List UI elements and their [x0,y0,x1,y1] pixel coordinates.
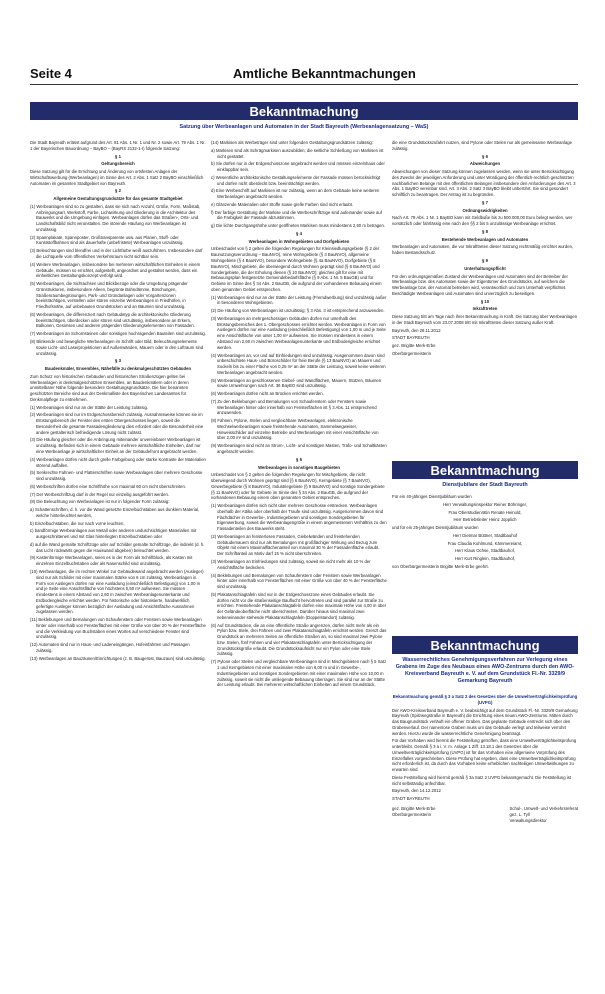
paragraph: b) Sie dürfen nur in der Erdgeschosszone angebracht werden und müssen einzelnhaus oder einklappbar sein. [211,161,385,173]
paragraph: (6) Werbeanlagen dürfen nicht an Brücken errichtet werden. [211,391,324,397]
paragraph: Herr Verwaltungsinspektor Reiner Böhringer, [442,501,528,507]
paragraph: Für ein 40-jähriges Dienstjubiläum wurden [392,494,472,499]
paragraph: (2) Die Häufung von Werbeanlagen ist unzulässig; § 3 Abs. 3 ist entsprechend anzuwenden. [211,308,385,314]
paragraph: d) Eine Werbeschrift auf Markisen ist nur zulässig, wenn an dem Gebäude keine weiteren Werbeanlagen angebracht werden. [211,188,380,200]
paragraph: Frau Claudia Kuhlmund, Kämmereiamt, [447,540,523,546]
paragraph: (5) Werbeanlagen an geschlossenen Giebel- und Wandflächen, Mauern, Stützen, Bäumen sowie Umwehrungen nach Art. 36 BayBO sind unzulässig. [211,377,382,389]
header-rule [30,84,578,85]
paragraph-heading: § 10 [480,298,490,304]
paragraph: (1) Werbeanlagen sind so zu gestalten, dass sie sich nach Anzahl, Größe, Form, Maßstab, Anbringungsart, Werkstoff, Farbe, Lichtwirkung und Gliederung in die Architektur des Bauwerks und die Umgebung einfügen. Werbeanlagen dürfen das Straßen-, Orts- und Landschaftsbild nicht verunstalten. Die störende Häufung von Werbeanlagen ist unzulässig. [30,203,201,232]
signature-left-role: Oberbürgermeisterin [392,811,431,817]
signature-left-name: gez. Brigitte Merk-Erbe [392,806,436,812]
paragraph: (14) Markisen als Werbeträger sind unter folgenden Gestaltungsgrundsätzen zulässig: [211,140,373,145]
paragraph-heading: § 4 [296,230,302,236]
paragraph: STADT BAYREUTH [392,335,430,341]
paragraph: Der AWO-Kreisverband Bayreuth e. V. beabsichtigt auf dem Grundstück Fl.-Nr. 3329/9 Gemarkung Bayreuth (Spitzwegstraße in Bayreuth) die Errichtung eines neuen AWO-Zentrums. Mitten durch das Baugrundstück verläuft ein offener Graben. Das geplante Gebäude erstreckt sich über den Grabenverlauf. Der namenlose Graben muss um das Gebäude verlegt und teilweise verrohrt werden. Hierzu wurde die wasserrechtliche Genehmigung beantragt. [392,707,578,736]
paragraph: (5) Senkrechte Fahnen- und Flatterschriften sowie Werbeanlagen über mehrere Geschosse sind unzulässig. [30,470,203,482]
paragraph-heading: Inkrafttreten [472,306,498,312]
paragraph: (9) Kastenförmige Werbeanlagen, seien es in der Form als Schriftblock, als Kasten mit einzelnen Einzelbuchstaben oder als Nasenschild sind unzulässig. [30,555,193,567]
paragraph: Für das Vorhaben wird hiermit die Feststellung getroffen, dass eine Umweltverträglichkeitsprüfung unterbleibt. Gemäß § 3 a i. V. m. Anlage 1 Ziff. 13.18.1 des Gesetzes über die Umweltverträglichkeitsprüfung (UVPG) ist für das Vorhaben eine allgemeine Vorprüfung des Einzelfalles vorgeschrieben. Diese Prüfung hat ergeben, dass eine Umweltverträglichkeitsprüfung nicht erforderlich ist, da durch das Vorhaben keine erheblichen nachteiligen Umweltwirkungen zu erwarten sind. [392,738,577,773]
paragraph: (6) Auf Grundstücken, die an eine öffentliche Straße angrenzen, dürfen nicht mehr als ein Pylon bzw. Stele, drei Fahnen und zwei Plakatanschlagtafeln errichtet werden. Grenzt das Grundstück an mehreren Seiten an öffentliche Straßen an, so sind maximal zwei Pylone bzw. Stelen, fünf Fahnen und vier Plakatanschlagtafeln unter Berücksichtigung der Grundstücksgröße erlaubt. Die Grundstücksaufsicht nur ein Pylon oder eine Stele zulässig. [211,622,387,657]
paragraph: Werbeanlagen und Automaten, die vor Inkrafttreten dieser Satzung rechtmäßig errichtet wurden, haben Bestandsschutz. [392,244,574,256]
paragraph-heading: Abweichungen [469,161,501,167]
signature-right-dept: Schul-, Umwelt- und Verkehrsreferat [509,806,578,812]
signature-right-role: Verwaltungsdirektor [509,817,547,823]
notice-title-werbeanlagen: Satzung über Werbeanlagen und Automaten in der Stadt Bayreuth (Werbeanlagensatzung – WaS) [179,124,429,130]
paragraph: (4) Beklebungen und Bemalungen von Schaufenstern oder Fenstern sowie Werbeanlagen hinter oder innerhalb von Fensterflächen mit einer Größe von über 40 % der Fensterfläche sind unzulässig. [211,572,387,590]
notice-title-wasserrecht: Wasserrechtliches Genehmigungsverfahren zur Verlegung eines Grabens im Zuge des Neubaus eines AWO-Zentrums durch den AWO-Kreisverband Bayreuth e. V. auf dem Grundstück Fl.-Nr. 3329/9 Gemarkung Bayreuth [395,657,575,684]
paragraph-heading: § 8 [482,228,488,234]
paragraph: Bayreuth, den 28.11.2012 [392,327,441,333]
paragraph: (9) Werbeanlagen sind nicht an Strom-, Licht- und sonstigen Masten, Trafo- und Schaltkästen angebracht werden. [211,443,387,454]
paragraph-heading: Werbeanlagen in Wohngebieten und Dorfgebieten [248,238,350,244]
paragraph: (6) Werbeanlagen, die differenziert nach Gebäudetyp die architektonische Gliederung beeinträchtigen, überdecken oder stören sind unzulässig, insbesondere an Erkern, Balkonen, Gesimsen und anderen prägenden Gliederungselementen von Fassaden. [30,311,195,329]
paragraph-heading: § 6 [482,153,488,159]
paragraph: e) Glänzende Materialien oder Stoffe sowie grelle Farben sind nicht erlaubt. [211,201,354,207]
signature-left [392,806,435,823]
wasserrecht-body [392,708,578,802]
paragraph: (8) Fahnen, Pylone, Stelen und vergleichbare Werbeanlagen, elektronische Wechselwerbeanlagen sowie freistehende Automaten, Sammelwegweiser, Hinweisschilder auf einzelne Betriebe und Werbeanlagen mit einer Ansichtsfläche von über 2,00 m² sind unzulässig. [211,418,379,441]
paragraph: (2) Werbeanlagen an fensterlosen Fassaden, Giebelwänden und freistehenden Gebäudemauern sind nur als Bemalungen mit großflächiger Wirkung und Bezug zum Objekt mit einem Maximalflächenanteil von maximal 30 % der Fassadenfläche erlaubt. Der Schriftanteil an Motiv darf 15 % nicht überschreiten. [211,533,380,557]
paragraph-heading: Werbeanlagen in sonstigen Baugebieten [258,464,340,470]
paragraph: (3) Die Häufung gleicher oder die Anbringung miteinander unvereinbarer Werbeanlagen ist unzulässig. Befinden sich in einem Gebäude mehrere wirtschaftliche Einheiten, darf nur eine Werbeanlage je wirtschaftlicher Einheit an der Gebäudefront angebracht werden. [30,437,201,454]
paragraph: Unbeschadet von § 2 gelten die folgenden Regelungen für Mischgebiete, die nicht überwiegend durch Wohnen geprägt sind (§ 6 BauNVO), Kerngebiete (§ 7 BauNVO), Gewerbegebiete (§ 8 BauNVO), Industriegebiete (§ 9 BauNVO) und sonstige Sondergebiete (§ 11 BauNVO) oder für Gebiete im Sinne des § 34 Abs. 2 BauGB, die aufgrund der vorhandenen Bebauung einem oben genannten Gebiet entsprechen. [211,472,385,501]
paragraph: (12) Automaten sind nur in Haus- und Ladeneingängen, Hofeinfahrten und Passagen zulässig. [30,642,190,653]
paragraph: Frau Oberstudienrätin Renate Heinold, [448,509,522,515]
paragraph-heading: § 3 [115,358,121,364]
paragraph: c) bandförmige Werbeanlagen aus Metall oder anderen undurchsichtigen Materialien mit ausgeschnittenen und mit Glas hinterlegten Einzelbuchstaben oder [30,528,197,540]
paragraph: (8) Blinkende und bewegliche Werbeanlagen im Schrift oder Bild, Beleuchtungselemente sowie Licht- und Laserprojektionen auf Außenwänden, Mauern oder in den Luftraum sind unzulässig. [30,338,204,356]
paragraph: Oberbürgermeisterin [392,350,431,356]
paragraph-heading: Unterhaltungspflicht [464,265,506,271]
paragraph: (4) Weitere Werbeanlagen, insbesondere bei mehreren wirtschaftlichen Einheiten in einem Gebäude, müssen so errichtet, aufgestellt, angeordnet und gestaltet werden, dass ein einheitliches Gestaltungskonzept verfolgt wird. [30,261,201,279]
paragraph: Herr Dietmar Büttner, Stadtbauhof [452,532,518,538]
section-title: Amtliche Bekanntmachungen [233,66,416,81]
paragraph-heading: Ordnungswidrigkeiten [462,207,508,213]
paragraph: Diese Feststellung wird hiermit gemäß § 3a Satz 2 UVPG bekanntgemacht. Die Feststellung ist nicht selbständig anfechtbar. [392,774,572,786]
paragraph: Herr Kurt Ringlein, Stadtbauhof, [454,556,516,562]
paragraph: (3) Werbeanlagen an Einfriedungen sind zulässig, soweit sie nicht mehr als 10 % der Ansichtsfläche bedecken. [211,559,371,570]
paragraph: a) Schattenschriften, d. h. vor die Wand gesetzte Einzelbuchstaben aus dunklem Material, welche hinterleuchtet werden, [30,507,200,518]
paragraph: STADT BAYREUTH [392,796,430,802]
wasserrecht-text [392,694,578,924]
paragraph-heading: Allgemeine Gestaltungsgrundsätze für das gesamte Stadtgebiet [53,196,183,202]
notice-banner-werbeanlagen: Bekanntmachung [30,102,578,120]
paragraph: (5) Werbeanlagen, die Sichtachsen und Blickbezüge oder die Umgebung prägender Grünstrukturen, insbesondere Alleen, begrünte Bahndämme, Böschungen, Straßenraumbegrünungen, Park- und Gründanlagen oder Vorgartenzonen beeinträchtigen, verstellen oder stören einzelne Werbeanlagen in Friedhöfen, in Friedhofsnähe, auf unbebauten Grundstücken und an Bäumen sind unzulässig. [30,281,188,310]
paragraph: (7) Der Werbeschriftzug darf in der Regel nur einzeilig ausgeführt werden. [30,491,170,497]
paragraph: und für ein 25-jähriges Dienstjubiläum wurden [392,525,479,531]
paragraph: (1) Werbeanlagen dürfen sich nicht über mehrere Geschosse erstrecken. Werbeanlagen oberhalb der Attika oder oberhalb der Traufe sind unzulässig. Ausgenommen davon sind Flachdächer in Gewerbe-, Industriegebieten und sonstigen Sondergebieten für Eigenwerbung, soweit die Werbeanlagengröße in einem angemessenen Verhältnis zu den Fassadenteilen des Bauwerks steht. [211,503,387,532]
paragraph: von Oberbürgermeisterin Brigitte Merk-Erbe geehrt. [392,563,489,569]
paragraph: (13) Werbeanlagen an Bauzäunen/Einrichtungen (z. B. Baugerüst, Bauzaun) sind unzulässig. [30,655,206,661]
signature-right [510,806,579,823]
paragraph: (11) Beklebungen und Bemalungen von Schaufenstern oder Fenstern sowie Werbeanlagen hinter oder innerhalb von Fensterflächen mit einer Größe von über 20 % der Fensterfläche und die Verkleidung von Buchstaben eines Wortes auf verschiedene Fenster sind unzulässig. [30,617,206,640]
paragraph: Herr Klaus Ochse, Stadtbauhof, [454,548,515,554]
paragraph: g) Die lichte Durchgangshöhe unter geöffneten Markisen muss mindestens 2,60 m betragen. [211,223,386,229]
paragraph-heading: § 2 [115,188,121,194]
paragraph: (7) Zu den Beklebungen und Bemalungen von Schaufenstern oder Fenstern sowie Werbeanlagen hinter oder innerhalb von Fensterflächen ist § 3 Abs. 11 entsprechend anzuwenden. [211,398,377,416]
notice-banner-dienstjubilare: Bekanntmachung [392,461,578,479]
paragraph: Diese Satzung gilt für die Errichtung und Änderung von ortsfesten Anlagen der Wirtschaftswerbung (Werbeanlagen) im Sinne des Art. 2 Abs. 1 Satz 2 BayBO einschließlich Automaten im gesamten Stadtgebiet von Bayreuth. [30,169,204,186]
paragraph: (4) Werbeanlagen an, vor und auf Einfriedungen sind unzulässig. Ausgenommen davon sind unbeschichtete Haus- und Büroschilder für freie Berufe (§ 13 BauNVO) an Mauern und Sockeln bis zu einer Fläche von 0,25 m² an der Stätte der Leistung, soweit keine weiteren Werbeanlagen angebracht werden. [211,352,386,375]
paragraph: a) Markisen sind als Schrägmarkisen auszubilden; die seitliche Schließung von Markisen ist nicht gestattet. [211,147,384,159]
paragraph: die eine Grundstückszufahrt nutzen, sind Pylone oder Stelen nur als gemeinsame Werbeanlage zulässig. [392,140,572,151]
paragraph-heading: § 7 [482,199,488,205]
notice-banner-wasserrecht: Bekanntmachung [392,636,578,654]
paragraph: Zum Schutz von historischen Gebäuden und historischen Straßenzügen gelten bei Werbeanlagen in denkmalgeschützten Ensembles, an Baudenkmälern oder in deren unmittelbarer Nähe folgende besondere Gestaltungsgrundsätze. Die hier benannten geschützten Bereiche sind aus der Denkmalliste des Bayerischen Landesamtes für Denkmalpflege zu entnehmen. [30,373,189,402]
paragraph-heading: Bestehende Werbeanlagen und Automaten [441,236,529,242]
paragraph: c) Wesentliche architektonische Gestaltungselemente der Fassade müssen berücksichtigt und dürfen nicht überdeckt bzw. beeinträchtigt werden. [211,174,381,186]
paragraph: Abweichungen von dieser Satzung können zugelassen werden, wenn sie unter Berücksichtigung des Zwecks der jeweiligen Anforderung und unter Würdigung der öffentlich-rechtlich geschützten nachbarlichen Belange mit den öffentlichen Belangen insbesondere den Anforderungen des Art. 3 Abs. 1 BayBO vereinbar sind. Art. 3 Abs. 2 Satz 3 BayBO bleibt unberührt. Sie sind gesondert schriftlich zu beantragen. Der Antrag ist zu begründen. [392,169,576,198]
paragraph: (8) Die Beleuchtung von Werbeanlagen ist nur in folgender Form zulässig: [30,499,170,505]
paragraph: (3) Werbeanlagen an mehrgeschossigen Gebäuden dürfen nur unterhalb des Brüstungsbereiches des 1. Obergeschosses errichtet werden. Werbeanlagen in Form von Auslegern dürfen nur eine Ausladung (einschließlich Befestigung) von 1,00 m und je Seite eine Ansichtsfläche von unter 1,00 m² aufweisen. Sie müssen mindestens in einem Abstand von 2,60 m zwischen Werbeanlagenunterkante und Erdbodengleiche errichtet werden. [211,315,386,350]
paragraph: b) Einzelbuchstaben, die nur nach vorne leuchten, [30,520,125,526]
paragraph: Die Stadt Bayreuth erlässt aufgrund des Art. 81 Abs. 1 Nr. 1 und Nr. 2 sowie Art. 79 Abs. 1 Nr. 1 der Bayerischen Bauordnung – BayBO – (BayRS 2132-1-I) folgende Satzung: [30,140,206,151]
paragraph: Für den ordnungsgemäßen Zustand der Werbeanlagen und Automaten sind der Betreiber der Werbeanlage bzw. des Automaten sowie der Eigentümer des Grundstücks, auf welchem die Werbeanlage bzw. der Automat betrieben wird, verantwortlich und zum Unterhalt verpflichtet. Beschädigte Werbeanlagen und Automaten sind unverzüglich zu beseitigen. [392,273,568,296]
paragraph: Nach Art. 79 Abs. 1 Nr. 1 BayBO kann mit Geldbuße bis zu 500.000,00 Euro belegt werden, wer vorsätzlich oder fahrlässig eine nach den §§ 2 bis 5 unzulässige Werbeanlage errichtet. [392,215,573,227]
paragraph-heading: § 1 [115,153,121,159]
paragraph-heading: § 5 [296,456,302,462]
paragraph: f) Der farbige Gestaltung der Markise und die Werbeschriftzüge sind aufeinander sowie auf die Farbigkeit der Fassade abzustimmen. [211,209,382,221]
paragraph: d) auf die Wand gemalte Schriftzüge oder auf Schilder gemalte Schriftzüge, die indirekt (d. h. das Licht rückwärts gegen die Hauswand abgeben) beleuchtet werden. [30,541,205,553]
paragraph: (2) Spannplakate, Spannposter, Großtransparente usw. aus Planen, Stoff- oder Kunststoffbahnen sind als dauerhafte (unbefristete) Werbeanlagen unzulässig. [30,234,184,246]
page-number: Seite 4 [30,66,72,81]
paragraph: Herr Betriebsleiter Heinz Jopplich [453,517,517,523]
paragraph: gez. Brigitte Merk-Erbe [392,343,436,349]
paragraph: (10) Werbeanlagen, die im rechten Winkel zur Gebäudewand angebracht werden (Ausleger) sind nur als Schilder mit einer maximalen Stärke von 6 cm zulässig. Werbeanlagen in Form von Auslegern dürfen nur eine Ausladung (einschließlich Befestigung) von 1,00 m und je Seite eine Ansichtsfläche von höchstens 0,50 m² aufweisen. Sie müssen mindestens in einem Abstand von 2,60 m zwischen Werbeanlagenunterkante und Erdbodengleiche errichtet werden. Für historische oder historisierte, handwerklich gefertigte Ausleger können bezüglich der Ausladung und Ansichtsfläche Ausnahmen zugelassen werden. [30,569,204,615]
notice-text-column-1 [30,140,206,960]
paragraph: Unbeschadet von § 2 gelten die folgenden Regelungen für Kleinsiedlungsgebiete (§ 2 der Baunutzungsverordnung – BauNVO), reine Wohngebiete (§ 3 BauNVO), allgemeine Wohngebiete (§ 4 BauNVO), besondere Wohngebiete (§ 4a BauNVO), Dorfgebiete (§ 5 BauNVO), Mischgebiete, die überwiegend durch Wohnen geprägt sind (§ 6 BauNVO) und Sondergebiete, die der Erholung dienen (§ 10 BauNVO); gleiches gilt für eine mit Bebauungsplan festgesetzte Gemeindebedarfsfläche (§ 9 Abs. 1 Nr. 5 BauGB) und für Gebiete im Sinne des § 34 Abs. 2 BauGB, die aufgrund der vorhandenen Bebauung einem oben genannten Gebiet entsprechen. [211,246,382,292]
paragraph: Diese Satzung tritt am Tage nach ihrer Bekanntmachung in Kraft. Die Satzung über Werbeanlagen in der Stadt Bayreuth vom 23.07.2008 tritt mit Inkrafttreten dieser Satzung außer Kraft. [392,314,578,325]
paragraph: Bayreuth, den 14.12.2012 [392,788,441,794]
paragraph: (6) Werbeschriften dürfen eine Schrifthöhe von maximal 60 cm nicht überschreiten. [30,483,187,489]
paragraph: (7) Pylone oder Stelen und vergleichbare Werbeanlagen sind in Mischgebieten nach § 5 Satz 1 und Kerngebieten mit einer maximalen Höhe von 6,00 m und in Gewerbe-, Industriegebieten und sonstigen Sondergebieten mit einer maximalen Höhe von 10,00 m zulässig, soweit sie nicht die umliegende Bebauung überragen. Sie sind nur an der Stätte der Leistung erlaubt. Bei mehreren wirtschaftlichen Einheiten auf einem Grundstück, [211,659,387,688]
paragraph: (4) Werbeanlagen dürfen nicht durch grelle Farbgebung oder starke Kontraste der Materialien störend auffallen. [30,456,206,468]
notice-text-column-2 [211,140,387,960]
dienstjubilare-text [392,494,578,634]
wasserrecht-subtitle: Bekanntmachung gemäß § 3 a Satz 2 des Gesetzes über die Umweltverträglichkeitsprüfung (UVPG) [392,694,578,705]
paragraph: (5) Plakatanschlagtafeln sind nur in der Erdgeschosszone eines Gebäudes erlaubt. Sie dürfen nicht vor die straßenseitige Bauflucht hervortreten und sind parallel zur Straße zu errichten. Freistehende Plakatanschlagtafeln dürfen eine maximale Höhe von 4,00 m über der Geländeoberfläche nicht überschreiten. Darüber hinaus sind maximal zwei nebeneinander stehende Plakatanschlagtafeln (Doppelstandort) zulässig. [211,591,387,620]
paragraph: (1) Werbeanlagen sind nur an der Stätte der Leistung zulässig. [30,404,149,410]
signature-right-name: gez. L. Tyll [509,811,530,817]
paragraph-heading: Baudenkmäler, Ensembles, Nähefälle zu denkmalgeschützten Gebäuden [44,366,192,372]
paragraph-heading: Geltungsbereich [101,161,135,167]
paragraph-heading: § 9 [482,258,488,264]
paragraph: (7) Werbeanlagen an Schornsteinen oder sonstigen hochragenden Bauteilen sind unzulässig. [30,331,206,337]
notice-text-column-3 [392,140,578,458]
paragraph: (2) Werbeanlagen sind nur im Erdgeschossbereich zulässig. Ausnahmsweise können sie im Brüstungsbereich der Fenster des ersten Obergeschosses liegen, soweit die Besonderheit die gesamte Fassadengliederung dies erfordert oder die Besonderheit eine andere gestalterisch befriedigende Lösung nicht zulässt. [30,412,204,435]
notice-title-dienstjubilare: Dienstjubilare der Stadt Bayreuth [442,482,528,488]
paragraph: (3) Beleuchtungen sind blendfrei und in der Lichtfarbe weiß auszuführen. Insbesondere darf die Lichtquelle vom öffentlichen Verkehrsraum nicht sichtbar sein. [30,248,203,260]
wasserrecht-signatures [392,806,578,823]
paragraph: (1) Werbeanlagen sind nur an der Stätte der Leistung (Fremdwerbung) sind unzulässig außer in besonderen Wohngebieten. [211,294,387,306]
